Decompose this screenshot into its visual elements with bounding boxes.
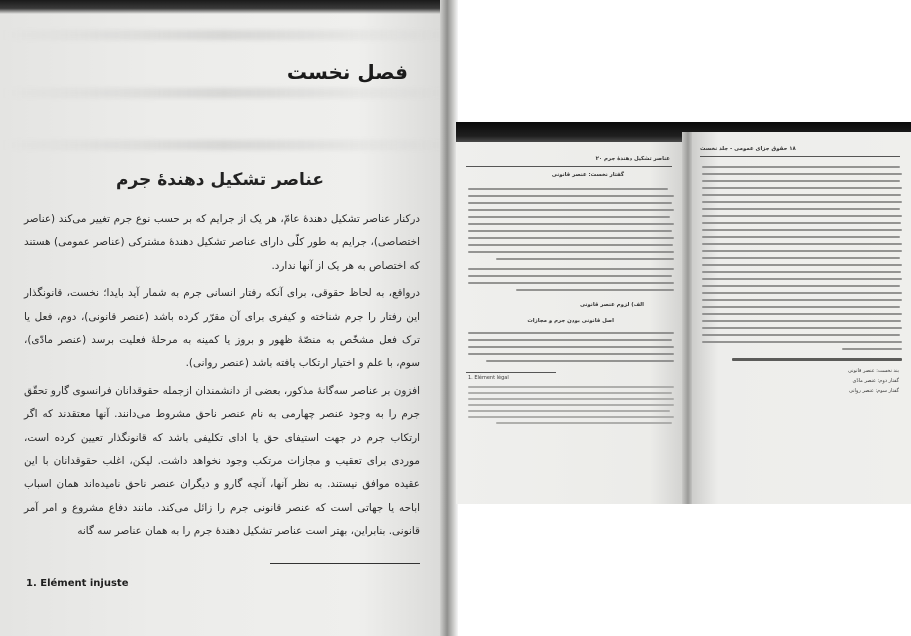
intro-line [732,358,902,361]
body-text [24,208,420,544]
text-line [496,258,674,260]
text-line [702,341,902,343]
footnote-line [468,398,674,400]
footnote-line [468,386,674,388]
left-page-scan [0,0,448,636]
footnote-line [468,404,674,406]
text-line [702,229,902,231]
chapter-heading: فصل نخست [286,60,408,84]
footnote-line [468,410,670,412]
bleed-through [0,88,448,98]
text-line [702,236,900,238]
list-item: بند نخست: عنصر قانونی [847,368,899,374]
footnote-line [468,416,674,418]
section-heading: الف) لزوم عنصر قانونی [579,302,644,308]
text-line [468,237,674,239]
small-page-left [456,142,684,504]
bleed-through [0,30,448,40]
bleed-through [0,140,448,150]
text-line [702,201,902,203]
subsection-heading: اصل قانونی بودن جرم و مجازات [527,318,614,324]
text-line [702,194,901,196]
footnote-line [468,392,672,394]
right-page-scan [456,122,911,504]
text-line [702,264,902,266]
text-line [468,216,670,218]
text-line [702,222,901,224]
text-line [468,353,674,355]
paragraph: درواقع، به لحاظ حقوقی، برای آنکه رفتار انسانی جرم به شمار آید بایدا؛ نخست، قانونگذار این رفتار را جرم شناخته و کیفری برای آن مقرّر کرده باشد (عنصر قانونی)، دوم، فعل یا ترک فعل مشخّص به منصّهٔ ظهور و بروز یا کمینه به مرحلهٔ فعلیت برسد (عنصر مادّی)، سوم، با علم و اختیار ارتکاب یافته باشد (عنصر روانی). [24,287,420,370]
text-line [468,209,674,211]
footnote-line [496,422,672,424]
text-line [702,187,902,189]
text-line [702,243,902,245]
text-line [702,313,902,315]
section-title: عناصر تشکیل دهندهٔ جرم [116,170,324,190]
text-line [468,195,674,197]
text-line [468,346,674,348]
text-line [702,271,901,273]
header-rule [466,166,672,167]
text-line [702,327,902,329]
list-item: گفتار سوم: عنصر روانی [848,388,899,394]
text-line [468,282,674,284]
text-line [702,292,902,294]
scan-top-shadow [0,0,448,14]
text-line [468,251,674,253]
running-header: عناصر تشکیل دهندهٔ جرم ۲۰ [595,156,670,162]
paragraph: درکنار عناصر تشکیل دهندهٔ عامّ، هر یک از جرایم که بر حسب نوع جرم تغییر می‌کند (عناصر اختصاصی)، جرایم به طور کلّی دارای عناصر تشکیل دهندهٔ مشترکی (عناصر عمومی) هستند که اختصاص به هر یک از آنها ندارد. [24,213,420,272]
footnote-label: 1. Elément légal [468,375,509,381]
text-line [702,250,902,252]
text-line [702,334,900,336]
text-line [468,244,673,246]
text-line [516,289,674,291]
text-line [468,202,672,204]
text-line [486,360,674,362]
text-line [468,275,672,277]
text-line [702,173,902,175]
text-line [468,268,674,270]
footnote: 1. Elément injuste [26,578,129,589]
header-rule [700,156,900,157]
list-item: گفتار دوم: عنصر مادّی [852,378,899,384]
text-line [468,188,668,190]
text-line [702,180,900,182]
text-line [702,208,900,210]
subhead: گفتار نخست: عنصر قانونی [551,172,624,178]
running-header: ۱۸ حقوق جزای عمومی - جلد نخست [700,146,796,152]
text-line [702,306,900,308]
text-line [702,320,901,322]
text-line [468,332,674,334]
footnote-rule [466,372,556,373]
text-line [702,299,902,301]
text-line [842,348,902,350]
text-line [702,257,900,259]
paragraph: افزون بر عناصر سه‌گانهٔ مذکور، بعضی از دانشمندان ازجمله حقوقدانان فرانسوی گارو تحقّق جرم را به وجود عنصر چهارمی به نام عنصر ناحق مشروط می‌دانند. آنها معتقدند که اگر ارتکاب جرم در جهت استیفای حق یا ادای تکلیفی باشد که قانونگذار تعیین کرده است، موردی برای تعقیب و مجازات مرتکب وجود نخواهد داشت. لیکن، اغلب حقوقدانان با این عقیده موافق نیستند. به نظر آنها، آنچه گارو و دیگران عنصر ناحق نامیده‌اند همان اسباب اباحه یا جهاتی است که عنصر قانونی جرم را زائل می‌کند. مانند دفاع مشروع و امر آمر قانونی. بنابراین، بهتر است عناصر تشکیل دهندهٔ جرم را به همان عناصر سه گانه [24,384,420,538]
text-line [702,215,902,217]
text-line [702,285,900,287]
text-line [468,223,674,225]
text-line [468,230,672,232]
text-line [702,278,902,280]
small-page-right [692,132,911,504]
text-line [468,339,672,341]
footnote-rule [270,563,420,564]
text-line [702,166,900,168]
